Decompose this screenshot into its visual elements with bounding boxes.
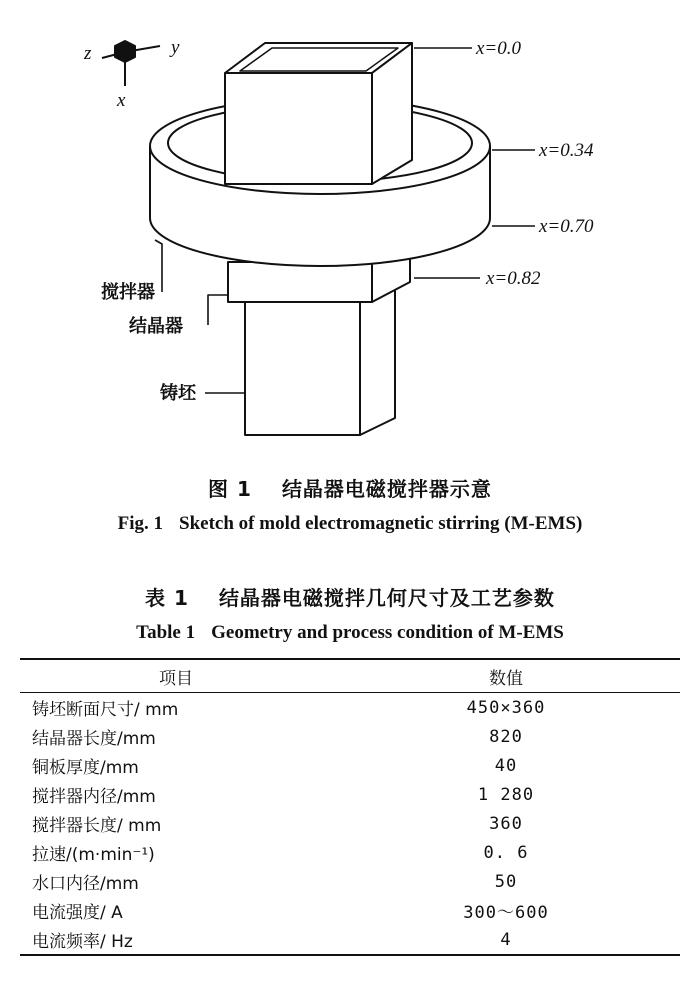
axis-x-label: x	[117, 90, 126, 111]
figure-caption-en-number: Fig. 1	[117, 513, 164, 534]
table-cell-item: 搅拌器长度/ mm	[32, 816, 162, 836]
table-cell-item: 电流强度/ A	[32, 903, 123, 923]
mold-label: 结晶器	[129, 316, 183, 337]
table-row	[20, 867, 680, 896]
table-row	[20, 809, 680, 838]
table-caption-en-number: Table 1	[136, 622, 196, 643]
table-header-item: 项目	[20, 659, 332, 693]
axis-triad-icon	[102, 41, 160, 86]
table-cell-value: 1 280	[477, 784, 535, 805]
table-cell-item: 铜板厚度/mm	[32, 758, 139, 778]
table-cell-item: 铸坯断面尺寸/ mm	[32, 700, 179, 720]
figure-caption-cn-number: 图 1	[208, 477, 252, 501]
pos-label-1: x=0.34	[539, 140, 594, 161]
table-cell-value: 0. 6	[483, 842, 529, 863]
table-cell-value: 50	[494, 871, 518, 892]
table-cell-item: 搅拌器内径/mm	[32, 787, 156, 807]
table-caption-en	[0, 622, 700, 644]
table-caption-cn-number: 表 1	[145, 586, 189, 610]
table-cell-value: 450×360	[466, 697, 546, 718]
table-header-row	[20, 659, 680, 693]
table-row	[20, 693, 680, 723]
stirrer-label: 搅拌器	[101, 282, 155, 303]
table-row	[20, 722, 680, 751]
table-caption-cn	[0, 582, 700, 611]
figure-caption-en	[0, 513, 700, 535]
table-cell-item: 结晶器长度/mm	[32, 729, 156, 749]
table-cell-value: 300～600	[463, 903, 549, 923]
pos-label-2: x=0.70	[539, 216, 594, 237]
table-row	[20, 896, 680, 925]
figure-caption-cn-text: 结晶器电磁搅拌器示意	[281, 477, 492, 501]
table-header-value: 数值	[332, 659, 680, 693]
figure-caption-en-text: Sketch of mold electromagnetic stirring (M-EMS)	[179, 513, 583, 534]
parameter-table	[20, 658, 680, 956]
table-row	[20, 780, 680, 809]
table-caption-cn-text: 结晶器电磁搅拌几何尺寸及工艺参数	[218, 586, 555, 610]
billet-label: 铸坯	[160, 383, 196, 404]
table-row	[20, 925, 680, 955]
table-cell-value: 40	[494, 755, 518, 776]
table-cell-item: 水口内径/mm	[32, 874, 139, 894]
axis-y-label: y	[171, 37, 180, 58]
table-cell-value: 4	[332, 925, 680, 955]
table-cell-value: 360	[489, 813, 523, 834]
table-row	[20, 751, 680, 780]
table-row	[20, 838, 680, 867]
mems-sketch	[0, 0, 700, 450]
table-caption-en-text: Geometry and process condition of M-EMS	[211, 622, 564, 643]
table-cell-value: 820	[489, 726, 523, 747]
table-cell-item: 电流频率/ Hz	[20, 925, 332, 955]
pos-label-0: x=0.0	[476, 38, 522, 59]
mold-upper	[225, 43, 412, 184]
figure-caption-cn	[0, 473, 700, 502]
axis-z-label: z	[84, 43, 92, 64]
pos-label-3: x=0.82	[486, 268, 541, 289]
table-cell-item: 拉速/(m·min⁻¹)	[32, 845, 155, 865]
billet-block	[245, 284, 395, 435]
table-body	[20, 693, 680, 956]
